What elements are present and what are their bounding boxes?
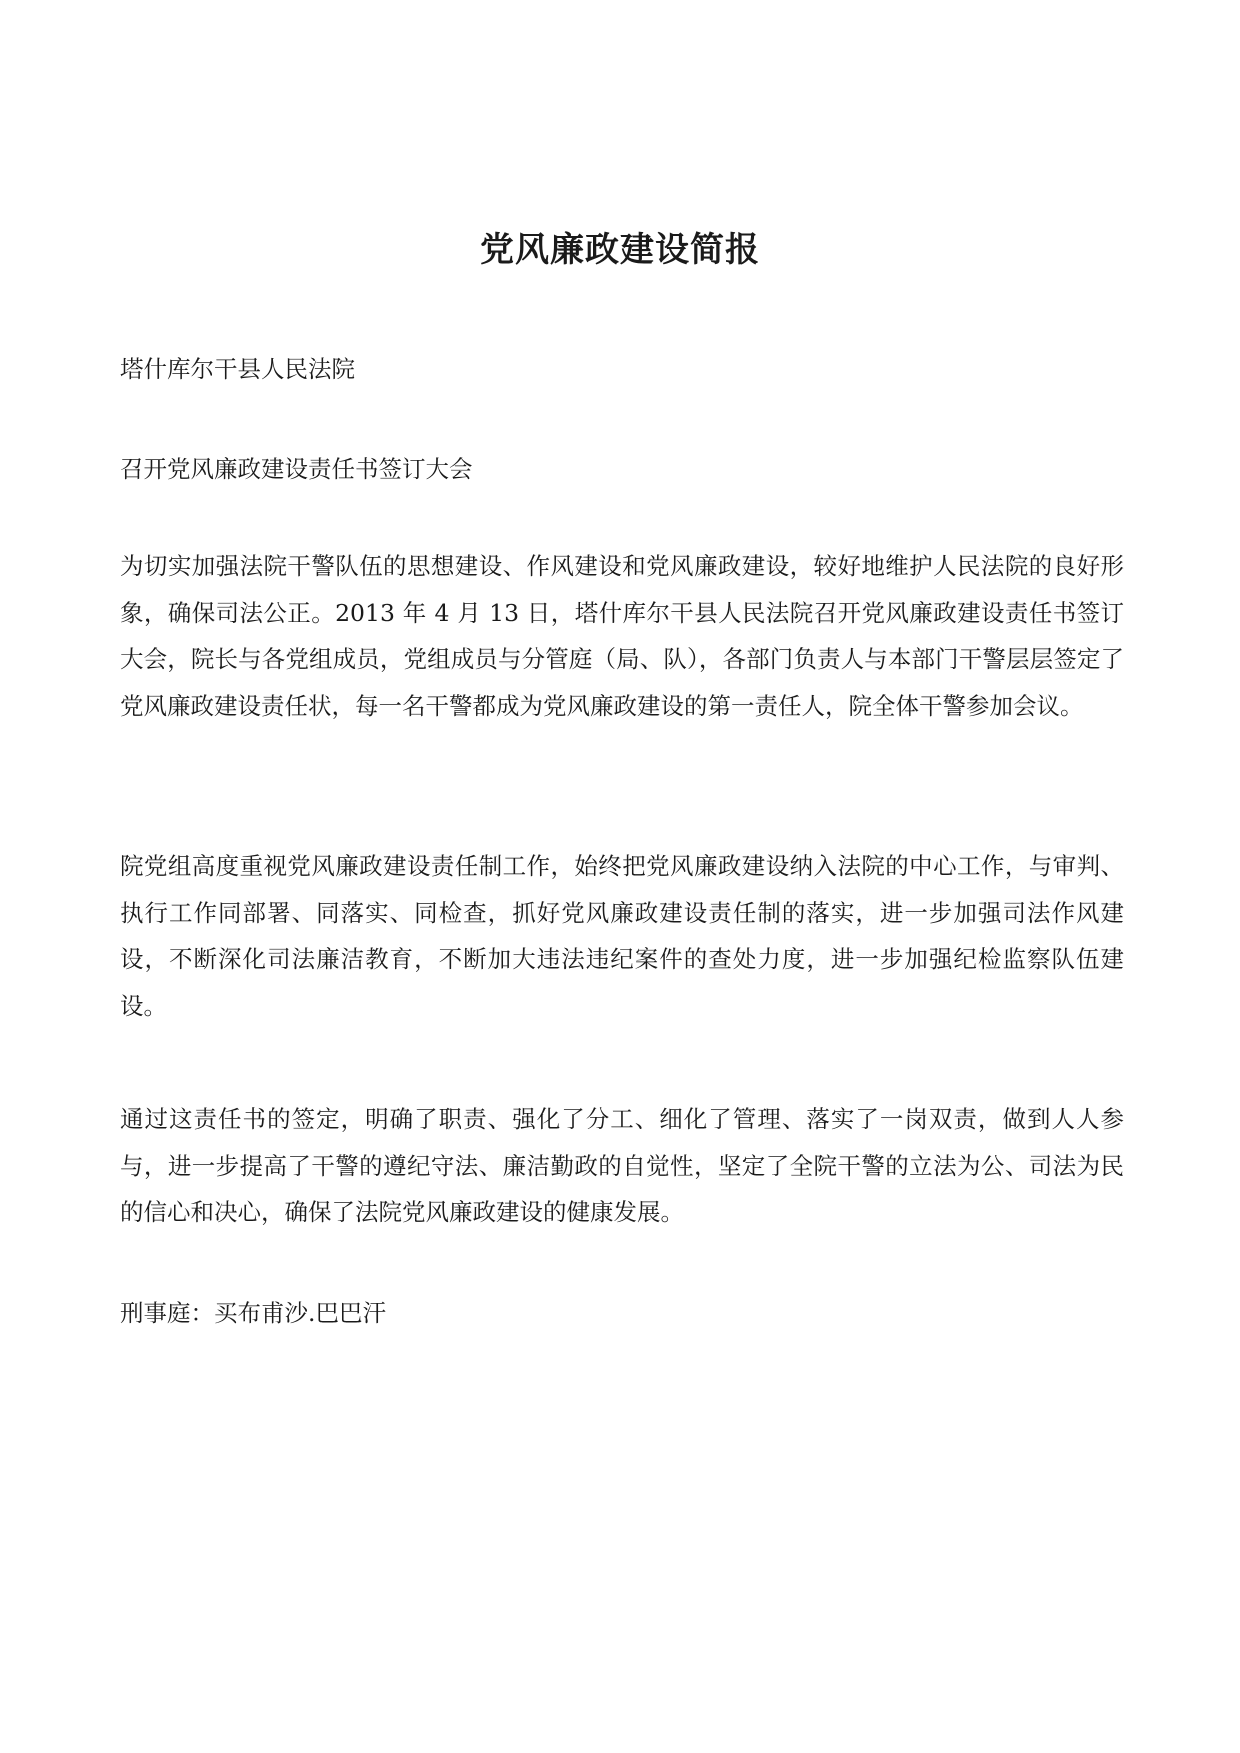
document-subtitle: 召开党风廉政建设责任书签订大会 <box>120 455 473 483</box>
organization-name: 塔什库尔干县人民法院 <box>120 355 355 383</box>
body-paragraph-2: 院党组高度重视党风廉政建设责任制工作，始终把党风廉政建设纳入法院的中心工作，与审判、执行工作同部署、同落实、同检查，抓好党风廉政建设责任制的落实，进一步加强司法作风建设，不断深化司法廉洁教育，不断加大违法违纪案件的查处力度，进一步加强纪检监察队伍建设。 <box>120 852 1124 1020</box>
body-paragraph-3: 通过这责任书的签定，明确了职责、强化了分工、细化了管理、落实了一岗双责，做到人人参与，进一步提高了干警的遵纪守法、廉洁勤政的自觉性，坚定了全院干警的立法为公、司法为民的信心和决心，确保了法院党风廉政建设的健康发展。 <box>120 1105 1124 1226</box>
document-title: 党风廉政建设简报 <box>480 230 760 270</box>
body-paragraph-1: 为切实加强法院干警队伍的思想建设、作风建设和党风廉政建设，较好地维护人民法院的良好形象，确保司法公正。2013 年 4 月 13 日，塔什库尔干县人民法院召开党风廉政建设责任书签订大会，院长与各党组成员，党组成员与分管庭（局、队），各部门负责人与本部门干警层层签定了党风廉政建设责任状，每一名干警都成为党风廉政建设的第一责任人，院全体干警参加会议。 <box>120 552 1124 720</box>
author-line: 刑事庭：买布甫沙.巴巴汗 <box>120 1299 386 1327</box>
